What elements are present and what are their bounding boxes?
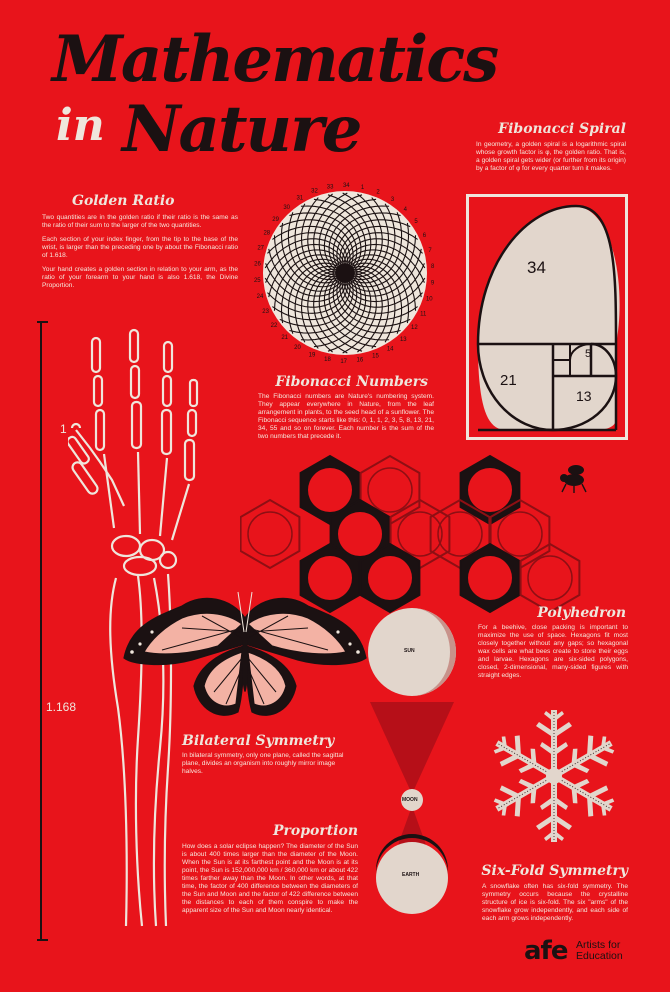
arm-measure-bracket	[34, 320, 54, 942]
earth-disc	[376, 842, 448, 914]
sunflower-ring-number: 12	[411, 325, 418, 332]
honeycomb-cell-hole	[368, 468, 412, 512]
sunflower-ring-number: 30	[283, 205, 291, 212]
sunflower-ring-number: 22	[270, 323, 278, 329]
fibonacci-numbers-heading: Fibonacci Numbers	[275, 374, 428, 390]
sunflower-ring-number: 4	[403, 206, 407, 213]
sunflower-ring-number: 2	[376, 189, 380, 196]
golden-ratio-text	[42, 214, 238, 296]
title-in: in	[56, 100, 105, 151]
afe-logo-mark: afe	[524, 936, 568, 966]
sunflower-ring-number: 23	[262, 309, 269, 315]
sunflower-ring-number: 5	[414, 219, 418, 225]
sunflower-ring-number: 11	[420, 311, 427, 318]
sun-label: SUN	[404, 648, 415, 654]
sunflower-ring-number: 9	[430, 280, 435, 287]
afe-logo-text	[576, 940, 623, 962]
sunflower-ring-number: 10	[425, 296, 433, 303]
spiral-label-5: 5	[585, 348, 592, 360]
proportion-text: How does a solar eclipse happen? The diameter of the Sun is about 400 times larger than the diameter of the Moon. When the Sun is at its farthest point and the Moon is at its point, the Sun is 152,000,000 km / 360,000 km or about 422 times farther away than the Moon. In other words, at that time, the factor of 400 difference between the diameters of the Sun and Moon and the factor of 422 difference between the distances to each of them conspire to make the apparent size of the Sun and Moon nearly identical.	[182, 843, 358, 914]
honeycomb-cell-hole	[368, 556, 412, 600]
sunflower-ring-number: 20	[294, 345, 301, 352]
sunflower-ring-number: 8	[431, 264, 435, 271]
butterfly	[122, 588, 368, 734]
sunflower-ring-number: 25	[253, 277, 261, 284]
sunflower-ring-number: 24	[256, 293, 264, 300]
sunflower-seed-head	[252, 180, 438, 366]
spiral-label-34: 34	[527, 258, 546, 277]
golden-ratio-p2: Each section of your index finger, from the tip to the base of the wrist, is larger than the preceding one by about the Fibonacci ratio of 1.618.	[42, 236, 238, 259]
snowflake-arm	[536, 778, 572, 842]
honeycomb-cell-hole	[498, 512, 542, 556]
golden-ratio-p3: Your hand creates a golden section in relation to your arm, as the ratio of your forearm to your hand is also 1.618, the Divine Proportion.	[42, 266, 238, 289]
sunflower-ring-number: 13	[399, 336, 407, 343]
golden-rectangle-diagram	[466, 194, 628, 440]
sunflower-ring-number: 19	[308, 352, 316, 359]
golden-ratio-heading: Golden Ratio	[72, 193, 175, 209]
afe-logo-line2: Education	[576, 950, 623, 962]
spiral-label-13: 13	[576, 388, 592, 404]
fibonacci-spiral-text: In geometry, a golden spiral is a logarithmic spiral whose growth factor is φ, the golden ratio. That is, a golden spiral gets wider (or further from its origin) by a factor of φ for every quarter turn it makes.	[476, 141, 626, 172]
sunflower-ring-number: 14	[386, 346, 394, 353]
sunflower-ring-number: 16	[356, 357, 364, 364]
six-fold-text: A snowflake often has six-fold symmetry. The symmetry occurs because the crystalline structure of ice is six-fold. The six "arms" of the snowflake grow independently, and each side of each arm grows independently.	[482, 883, 628, 922]
snowflake	[484, 706, 624, 846]
sunflower-ring-number: 17	[340, 359, 348, 365]
sunflower-ring-number: 3	[390, 196, 395, 203]
bee-icon	[556, 460, 592, 494]
earth-label: EARTH	[402, 872, 420, 878]
sunflower-ring-number: 33	[326, 184, 334, 191]
polyhedron-heading: Polyhedron	[537, 605, 626, 621]
honeycomb-cell-hole	[338, 512, 382, 556]
honeycomb-cell-hole	[438, 512, 482, 556]
sunflower-ring-number: 27	[257, 245, 265, 252]
sunflower-ring-number: 1	[360, 184, 365, 191]
six-fold-heading: Six-Fold Symmetry	[481, 863, 628, 879]
arm-label-hand: 1	[60, 422, 67, 436]
sunflower-ring-number: 15	[372, 353, 379, 360]
sunflower-ring-number: 21	[281, 335, 289, 342]
sunflower-ring-number: 26	[254, 261, 261, 268]
sunflower-ring-number: 29	[272, 216, 279, 223]
honeycomb-cell-hole	[468, 468, 512, 512]
honeycomb-cell-hole	[468, 556, 512, 600]
sunflower-ring-number: 34	[342, 183, 350, 189]
snowflake-arm	[536, 710, 572, 774]
honeycomb-cell-hole	[308, 468, 352, 512]
spiral-label-21: 21	[500, 372, 517, 389]
honeycomb-cell-hole	[528, 556, 572, 600]
golden-ratio-p1: Two quantities are in the golden ratio if their ratio is the same as the ratio of their sum to the larger of the two quantities.	[42, 214, 238, 229]
fibonacci-spiral-heading: Fibonacci Spiral	[498, 121, 626, 137]
sunflower-ring-number: 7	[428, 248, 432, 255]
polyhedron-text: For a beehive, close packing is important to maximize the use of space. Hexagons fit most closely together without any gaps; so hexagonal wax cells are what bees create to store their eggs and larvae. Hexagons are six-sided polygons, closed, 2-dimensional, many-sided figures with straight edges.	[478, 624, 628, 679]
afe-logo-line1: Artists for	[576, 939, 621, 951]
bilateral-heading: Bilateral Symmetry	[182, 733, 335, 749]
sunflower-ring-number: 6	[422, 233, 427, 239]
honeycomb-cell	[241, 500, 300, 568]
proportion-heading: Proportion	[272, 823, 358, 839]
bilateral-text: In bilateral symmetry, only one plane, called the sagittal plane, divides an organism into roughly mirror image halves.	[182, 752, 344, 775]
title-line1: Mathematics	[52, 22, 498, 97]
arm-label-forearm: 1.168	[46, 700, 77, 714]
title-line2: Nature	[122, 92, 361, 167]
sunflower-ring-number: 32	[311, 188, 318, 195]
sunflower-ring-number: 18	[324, 357, 331, 364]
sunflower-ring-number: 28	[263, 230, 271, 237]
honeycomb-cell-hole	[248, 512, 292, 556]
honeycomb-cell-hole	[398, 512, 442, 556]
moon-label: MOON	[402, 797, 418, 803]
fibonacci-numbers-text: The Fibonacci numbers are Nature's numbering system. They appear everywhere in Nature, from the leaf arrangement in plants, to the seed head of a sunflower. The Fibonacci sequence starts like this: 0, 1, 1, 2, 3, 5, 8, 13, 21, 34, 55 and so on forever. Each number is the sum of the two numbers that precede it.	[258, 393, 434, 440]
sunflower-ring-number: 31	[296, 195, 304, 202]
